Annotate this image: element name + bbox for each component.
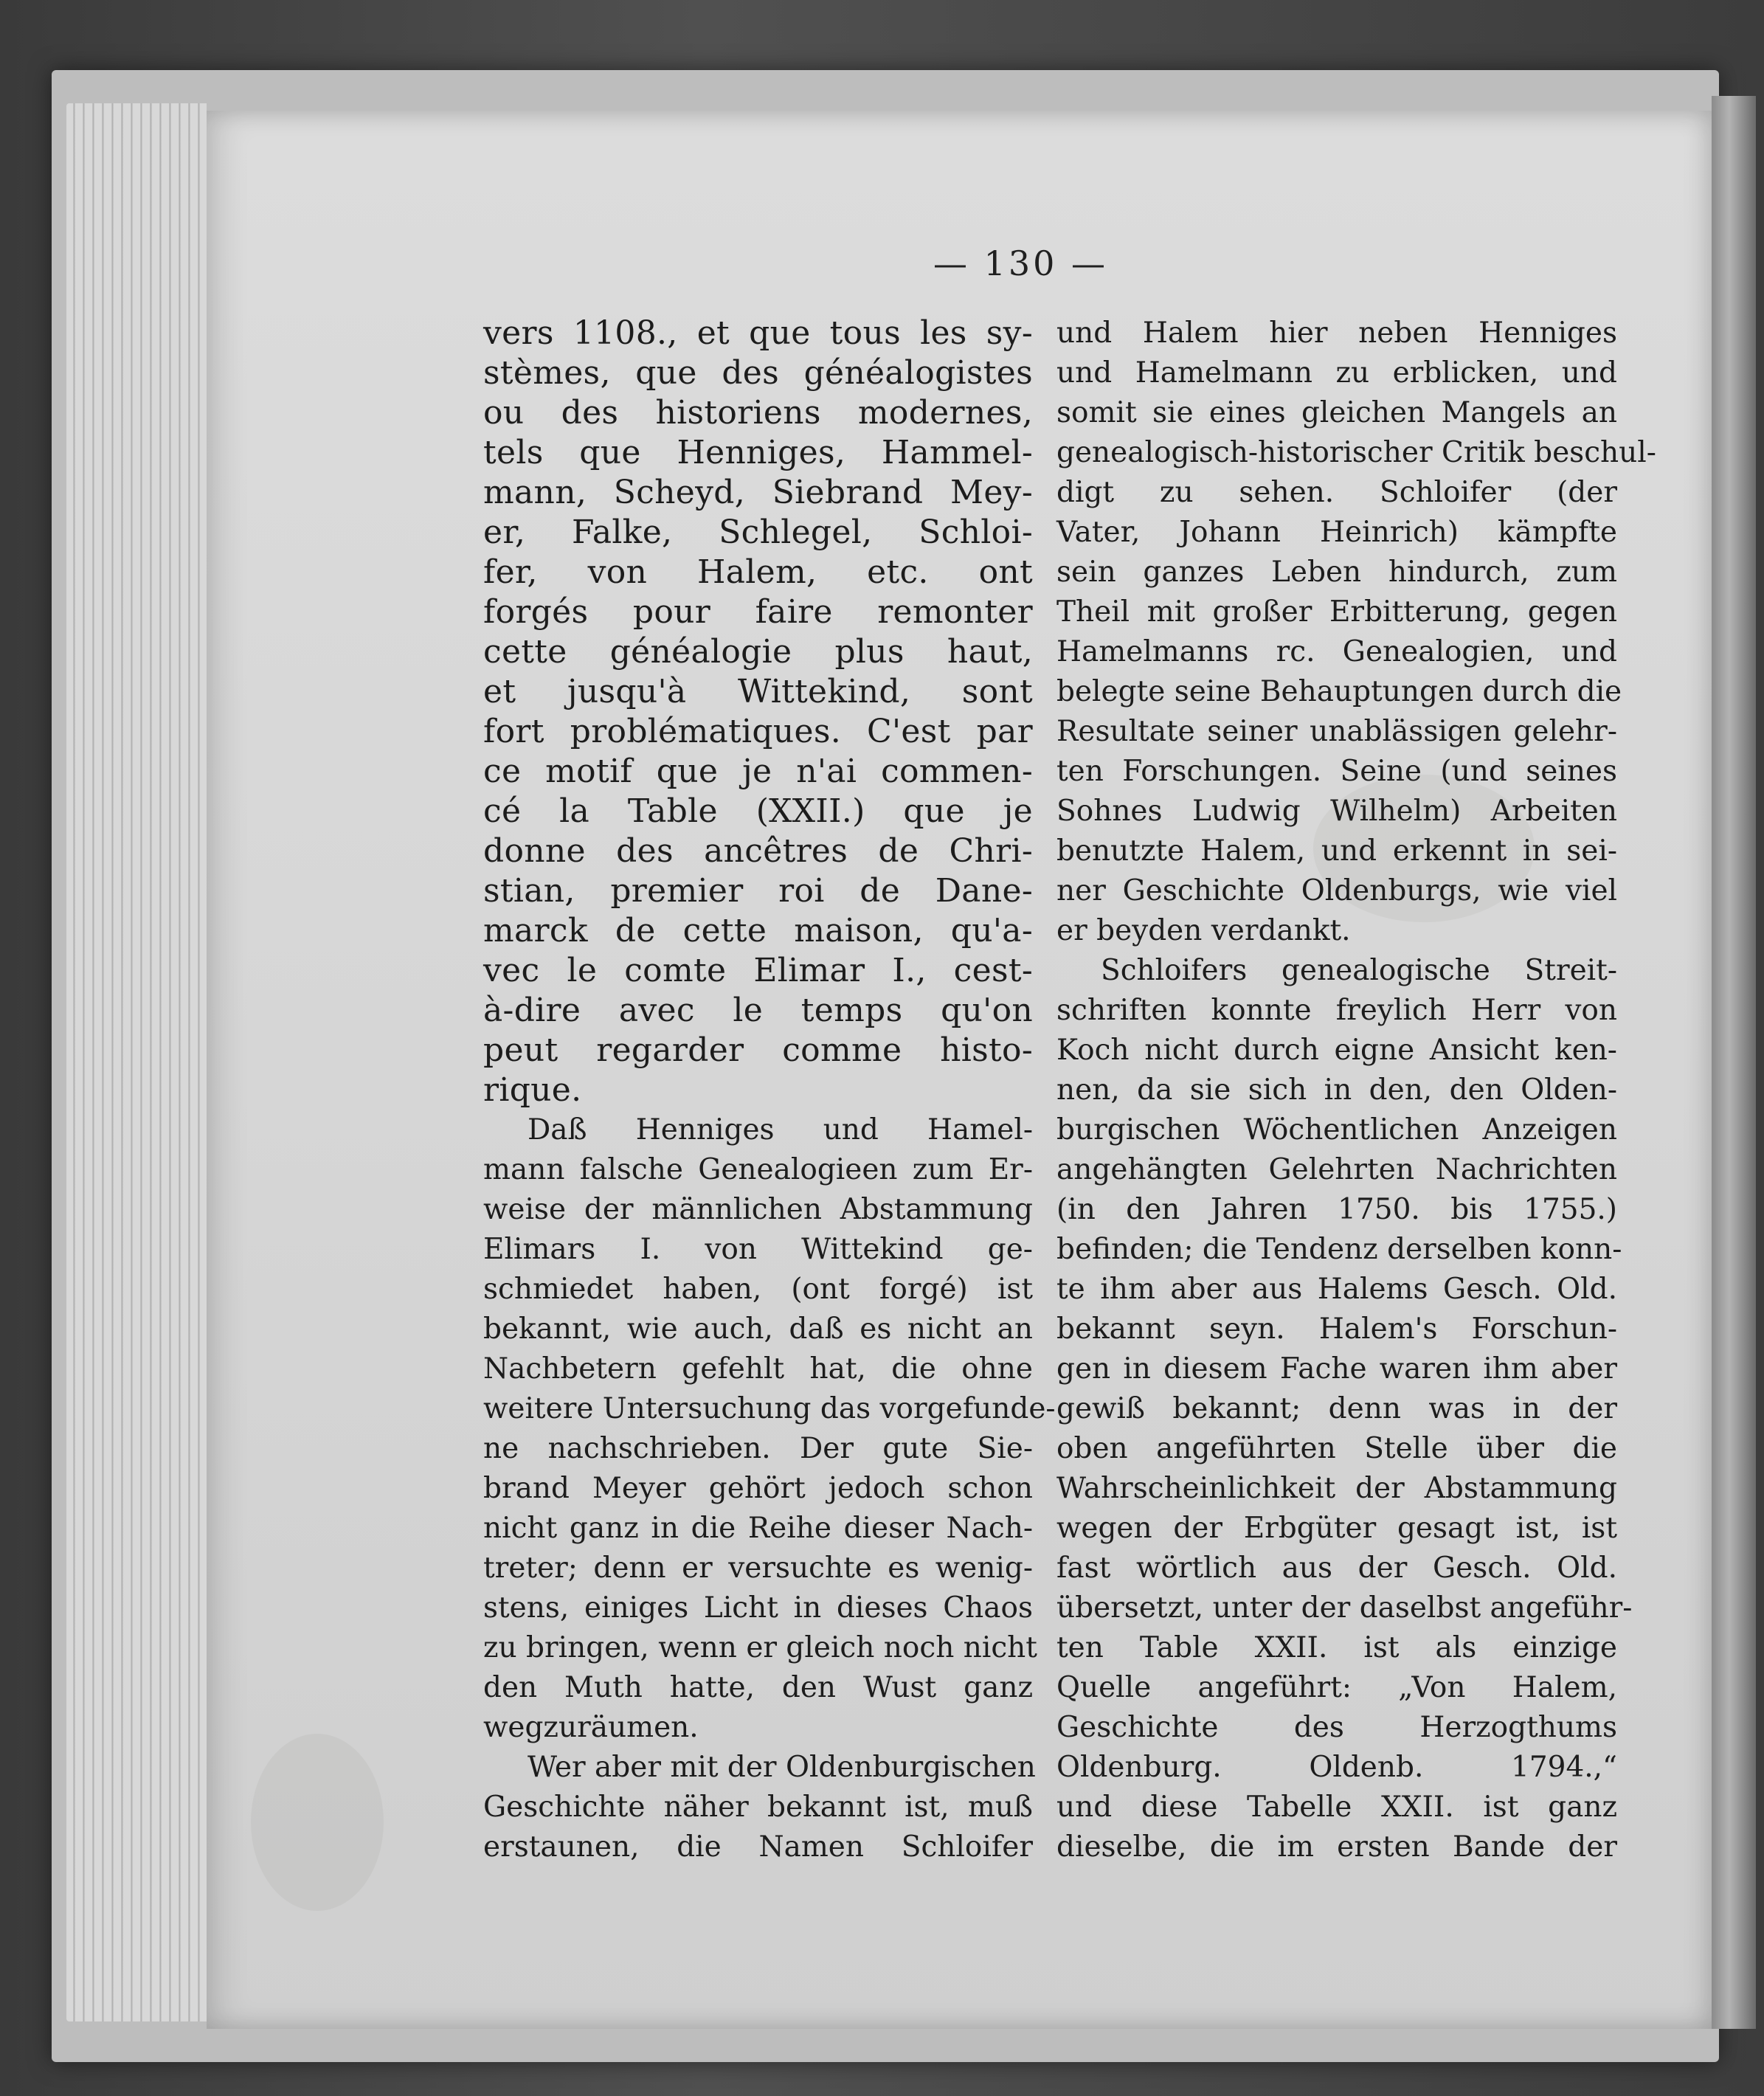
text-line: Daß Henniges und Hamel-	[528, 1113, 1033, 1146]
text-line: digt zu sehen. Schloifer (der	[1056, 476, 1617, 509]
text-line: angehängten Gelehrten Nachrichten	[1056, 1153, 1617, 1186]
text-line: Vater, Johann Heinrich) kämpfte	[1056, 516, 1617, 549]
text-line: burgischen Wöchentlichen Anzeigen	[1056, 1113, 1617, 1146]
text-line: Theil mit großer Erbitterung, gegen	[1056, 595, 1617, 629]
paper-stain	[251, 1734, 384, 1911]
text-line: erstaunen, die Namen Schloifer	[483, 1830, 1033, 1864]
text-line: bekannt seyn. Halem's Forschun-	[1056, 1312, 1617, 1346]
text-line: cette généalogie plus haut,	[483, 633, 1033, 671]
text-line: ner Geschichte Oldenburgs, wie viel	[1056, 874, 1617, 907]
text-line: donne des ancêtres de Chri-	[483, 832, 1033, 870]
text-line: ten Table XXII. ist als einzige	[1056, 1631, 1617, 1664]
text-line: ten Forschungen. Seine (und seines	[1056, 755, 1617, 788]
text-line: ou des historiens modernes,	[483, 394, 1033, 432]
page-number: — 130 —	[933, 243, 1109, 283]
text-line: und Halem hier neben Henniges	[1056, 317, 1617, 350]
text-line: stian, premier roi de Dane-	[483, 872, 1033, 910]
text-line: wegen der Erbgüter gesagt ist, ist	[1056, 1512, 1617, 1545]
text-line: brand Meyer gehört jedoch schon	[483, 1472, 1033, 1505]
text-line: oben angeführten Stelle über die	[1056, 1432, 1617, 1465]
text-line: Resultate seiner unablässigen gelehr-	[1056, 715, 1617, 748]
text-line: Sohnes Ludwig Wilhelm) Arbeiten	[1056, 795, 1617, 828]
text-line: à-dire avec le temps qu'on	[483, 992, 1033, 1029]
text-line: ne nachschrieben. Der gute Sie-	[483, 1432, 1033, 1465]
text-line: fast wörtlich aus der Gesch. Old.	[1056, 1552, 1617, 1585]
text-line: übersetzt, unter der daselbst angeführ-	[1056, 1591, 1633, 1625]
text-line: nicht ganz in die Reihe dieser Nach-	[483, 1512, 1033, 1545]
text-line: rique.	[483, 1071, 582, 1109]
text-line: te ihm aber aus Halems Gesch. Old.	[1056, 1273, 1617, 1306]
right-column	[1056, 314, 1656, 1867]
text-line: schmiedet haben, (ont forgé) ist	[483, 1273, 1033, 1306]
french-paragraph	[483, 314, 1033, 1110]
text-line: fer, von Halem, etc. ont	[483, 553, 1033, 591]
text-line: bekannt, wie auch, daß es nicht an	[483, 1312, 1033, 1346]
text-line: et jusqu'à Wittekind, sont	[483, 673, 1033, 710]
text-line: Koch nicht durch eigne Ansicht ken-	[1056, 1034, 1617, 1067]
text-line: und Hamelmann zu erblicken, und	[1056, 356, 1617, 390]
text-line: Schloifers genealogische Streit-	[1101, 954, 1617, 987]
text-line: gen in diesem Fache waren ihm aber	[1056, 1352, 1617, 1386]
text-line: belegte seine Behauptungen durch die	[1056, 675, 1622, 708]
text-line: schriften konnte freylich Herr von	[1056, 994, 1617, 1027]
text-line: weitere Untersuchung das vorgefunde-	[483, 1392, 1056, 1425]
text-line: dieselbe, die im ersten Bande der	[1056, 1830, 1617, 1864]
text-line: stèmes, que des généalogistes	[483, 354, 1033, 392]
text-line: Nachbetern gefehlt hat, die ohne	[483, 1352, 1033, 1386]
text-line: (in den Jahren 1750. bis 1755.)	[1056, 1193, 1617, 1226]
text-line: peut regarder comme histo-	[483, 1031, 1033, 1069]
text-line: Wer aber mit der Oldenburgischen	[528, 1751, 1036, 1784]
text-line: genealogisch-historischer Critik beschul-	[1056, 436, 1656, 469]
text-line: ce motif que je n'ai commen-	[483, 753, 1033, 790]
left-column	[483, 314, 1056, 1867]
text-line: mann, Scheyd, Siebrand Mey-	[483, 474, 1033, 511]
text-line: Hamelmanns rc. Genealogien, und	[1056, 635, 1617, 668]
text-line: nen, da sie sich in den, den Olden-	[1056, 1073, 1617, 1107]
text-line: Quelle angeführt: „Von Halem,	[1056, 1671, 1617, 1704]
text-line: marck de cette maison, qu'a-	[483, 912, 1033, 950]
text-line: wegzuräumen.	[483, 1711, 699, 1744]
text-line: den Muth hatte, den Wust ganz	[483, 1671, 1033, 1704]
text-line: gewiß bekannt; denn was in der	[1056, 1392, 1617, 1425]
text-line: cé la Table (XXII.) que je	[483, 792, 1033, 830]
text-line: treter; denn er versuchte es wenig-	[483, 1552, 1033, 1585]
text-line: befinden; die Tendenz derselben konn-	[1056, 1233, 1622, 1266]
facing-page-edge	[1712, 96, 1756, 2029]
text-line: Oldenburg. Oldenb. 1794.,“	[1056, 1751, 1617, 1784]
text-line: forgés pour faire remonter	[483, 593, 1033, 631]
text-line: fort problématiques. C'est par	[483, 713, 1033, 750]
german-paragraphs	[483, 1110, 1056, 1867]
text-line: vers 1108., et que tous les sy-	[483, 314, 1033, 352]
text-line: er, Falke, Schlegel, Schloi-	[483, 513, 1033, 551]
text-line: weise der männlichen Abstammung	[483, 1193, 1033, 1226]
page-edges	[66, 103, 207, 2021]
text-line: vec le comte Elimar I., cest-	[483, 952, 1033, 989]
text-line: er beyden verdankt.	[1056, 914, 1351, 947]
text-line: und diese Tabelle XXII. ist ganz	[1056, 1791, 1617, 1824]
text-line: Geschichte des Herzogthums	[1056, 1711, 1617, 1744]
text-line: Geschichte näher bekannt ist, muß	[483, 1791, 1033, 1824]
text-line: sein ganzes Leben hindurch, zum	[1056, 556, 1617, 589]
text-line: Wahrscheinlichkeit der Abstammung	[1056, 1472, 1617, 1505]
text-line: zu bringen, wenn er gleich noch nicht	[483, 1631, 1037, 1664]
text-line: stens, einiges Licht in dieses Chaos	[483, 1591, 1033, 1625]
text-line: somit sie eines gleichen Mangels an	[1056, 396, 1617, 429]
text-line: benutzte Halem, und erkennt in sei-	[1056, 834, 1617, 868]
text-line: Elimars I. von Wittekind ge-	[483, 1233, 1033, 1266]
text-line: tels que Henniges, Hammel-	[483, 434, 1033, 471]
text-line: mann falsche Genealogieen zum Er-	[483, 1153, 1033, 1186]
